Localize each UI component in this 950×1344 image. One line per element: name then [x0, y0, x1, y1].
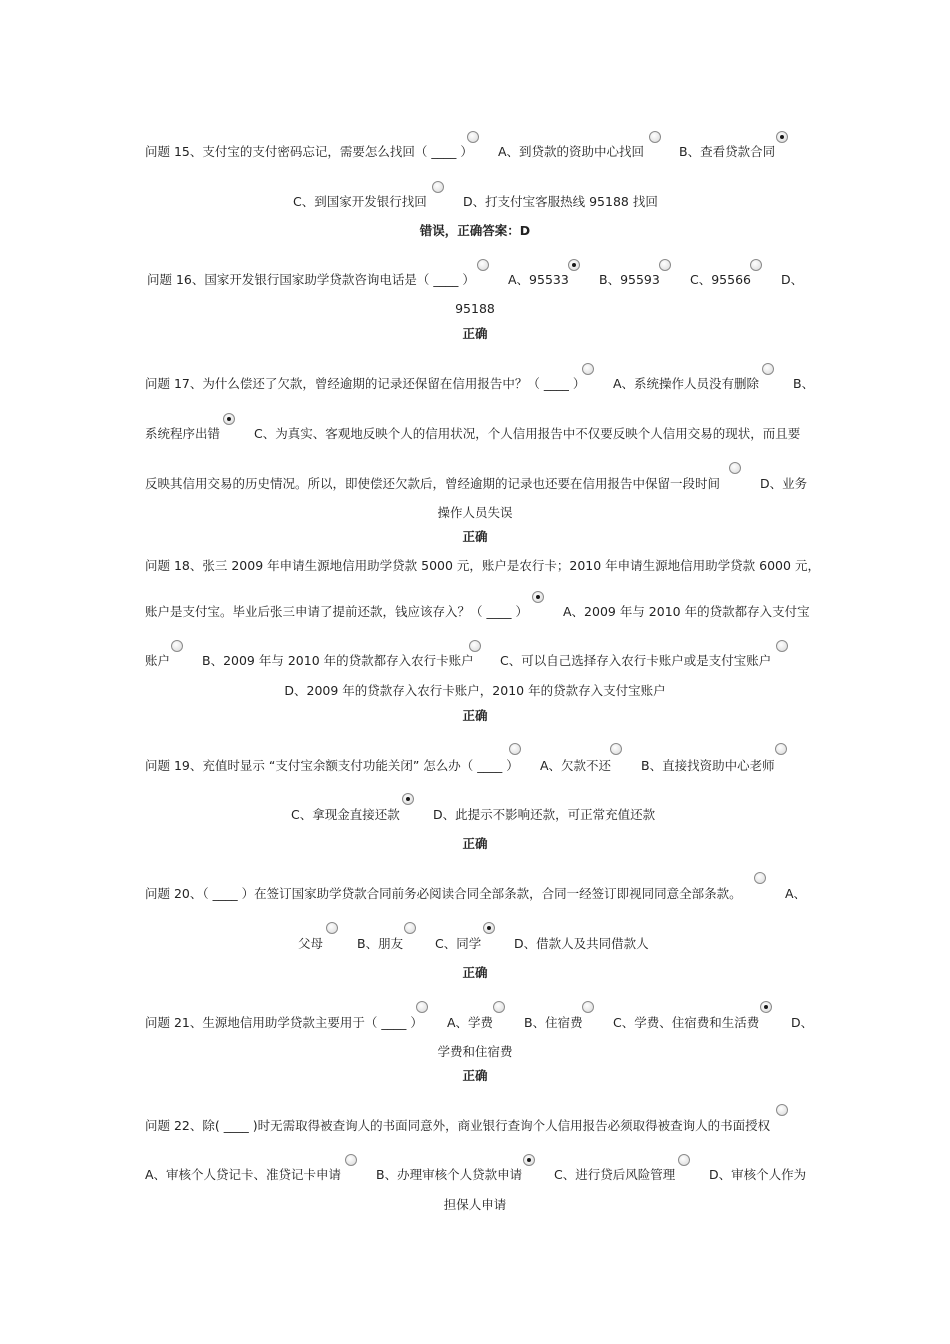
- q20-option-d: D、借款人及共同借款人: [514, 936, 649, 951]
- q17-radio-d[interactable]: [729, 462, 741, 474]
- q19-radio-d[interactable]: [402, 793, 414, 805]
- q18-option-c: C、可以自己选择存入农行卡账户或是支付宝账户: [500, 653, 772, 668]
- q20-option-a: A、: [785, 886, 807, 901]
- q22-option-d-cont: 担保人申请: [443, 1197, 507, 1212]
- q20-option-c: C、同学: [435, 936, 482, 951]
- q21-option-c: C、学费、住宿费和生活费: [613, 1015, 760, 1030]
- q17-option-d: D、业务: [760, 476, 808, 491]
- q19-radio-b[interactable]: [610, 743, 622, 755]
- q22-option-c: C、进行贷后风险管理: [554, 1167, 676, 1182]
- q22-radio-d[interactable]: [678, 1154, 690, 1166]
- q18-option-b: B、2009 年与 2010 年的贷款都存入农行卡账户: [202, 653, 474, 668]
- q17-result: 正确: [462, 529, 488, 544]
- q19-stem: 问题 19、充值时显示 “支付宝余额支付功能关闭” 怎么办（ ____ ）: [145, 758, 519, 773]
- q17-option-b-cont: 系统程序出错: [145, 426, 221, 441]
- q18-option-a-cont: 账户: [145, 653, 171, 668]
- q18-stem-cont: 账户是支付宝。毕业后张三申请了提前还款，钱应该存入？（ ____ ）: [145, 604, 528, 619]
- q19-option-c: C、拿现金直接还款: [291, 807, 400, 822]
- q17-option-c: C、为真实、客观地反映个人的信用状况，个人信用报告中不仅要反映个人信用交易的现状，而且要: [254, 426, 801, 441]
- q22-option-a: A、审核个人贷记卡、准贷记卡申请: [145, 1167, 342, 1182]
- q20-option-a-cont: 父母: [298, 936, 324, 951]
- q15-radio-b[interactable]: [649, 131, 661, 143]
- q18-option-d: D、2009 年的贷款存入农行卡账户，2010 年的贷款存入支付宝账户: [284, 683, 666, 698]
- q16-option-d-cont: 95188: [455, 301, 495, 316]
- q19-option-d: D、此提示不影响还款，可正常充值还款: [433, 807, 656, 822]
- q18-radio-d[interactable]: [776, 640, 788, 652]
- q17-radio-b[interactable]: [762, 363, 774, 375]
- q18-radio-c[interactable]: [469, 640, 481, 652]
- q20-radio-b[interactable]: [326, 922, 338, 934]
- q22-radio-b[interactable]: [345, 1154, 357, 1166]
- q21-radio-b[interactable]: [493, 1001, 505, 1013]
- q22-option-d: D、审核个人作为: [709, 1167, 807, 1182]
- q21-option-b: B、住宿费: [524, 1015, 583, 1030]
- q15-option-b: B、查看贷款合同: [679, 144, 776, 159]
- q21-result: 正确: [462, 1068, 488, 1083]
- q15-stem: 问题 15、支付宝的支付密码忘记，需要怎么找回（ ____ ）: [145, 144, 473, 159]
- q22-stem: 问题 22、除( ____ )时无需取得被查询人的书面同意外，商业银行查询个人信用报告必须取得被查询人的书面授权: [145, 1118, 771, 1133]
- q21-stem: 问题 21、生源地信用助学贷款主要用于（ ____ ）: [145, 1015, 423, 1030]
- q18-radio-b[interactable]: [171, 640, 183, 652]
- q15-radio-c[interactable]: [776, 131, 788, 143]
- q20-result: 正确: [462, 965, 488, 980]
- q20-stem: 问题 20、（ ____ ）在签订国家助学贷款合同前务必阅读合同全部条款，合同一经签订即视同同意全部条款。: [145, 886, 742, 901]
- q16-option-a: A、95533: [508, 272, 569, 287]
- q17-radio-c[interactable]: [223, 413, 235, 425]
- q21-radio-a[interactable]: [416, 1001, 428, 1013]
- q20-radio-d[interactable]: [483, 922, 495, 934]
- q20-radio-a[interactable]: [754, 872, 766, 884]
- q17-option-c-cont: 反映其信用交易的历史情况。所以，即使偿还欠款后，曾经逾期的记录也还要在信用报告中保留一段时间: [145, 476, 721, 491]
- q17-radio-a[interactable]: [582, 363, 594, 375]
- q19-option-a: A、欠款不还: [540, 758, 612, 773]
- q18-option-a: A、2009 年与 2010 年的贷款都存入支付宝: [563, 604, 810, 619]
- q16-radio-a[interactable]: [477, 259, 489, 271]
- q15-option-a: A、到贷款的资助中心找回: [498, 144, 645, 159]
- q15-radio-d[interactable]: [432, 181, 444, 193]
- q16-radio-b[interactable]: [568, 259, 580, 271]
- q18-stem: 问题 18、张三 2009 年申请生源地信用助学贷款 5000 元，账户是农行卡；2010 年申请生源地信用助学贷款 6000 元，: [145, 558, 820, 573]
- q17-option-a: A、系统操作人员没有删除: [613, 376, 760, 391]
- q22-radio-a[interactable]: [776, 1104, 788, 1116]
- q16-option-b: B、95593: [599, 272, 660, 287]
- q16-radio-d[interactable]: [750, 259, 762, 271]
- q21-radio-c[interactable]: [582, 1001, 594, 1013]
- q16-radio-c[interactable]: [659, 259, 671, 271]
- q16-result: 正确: [462, 326, 488, 341]
- q17-option-d-cont: 操作人员失误: [437, 505, 513, 520]
- q20-option-b: B、朋友: [357, 936, 404, 951]
- q19-result: 正确: [462, 836, 488, 851]
- q22-option-b: B、办理审核个人贷款申请: [376, 1167, 523, 1182]
- q19-radio-c[interactable]: [775, 743, 787, 755]
- q15-option-d: D、打支付宝客服热线 95188 找回: [463, 194, 658, 209]
- q15-radio-a[interactable]: [467, 131, 479, 143]
- q15-result: 错误，正确答案：D: [419, 223, 531, 238]
- q17-option-b: B、: [793, 376, 815, 391]
- q20-radio-c[interactable]: [404, 922, 416, 934]
- q16-option-d: D、: [781, 272, 804, 287]
- q18-radio-a[interactable]: [532, 591, 544, 603]
- q21-option-d-cont: 学费和住宿费: [437, 1044, 513, 1059]
- q19-option-b: B、直接找资助中心老师: [641, 758, 775, 773]
- q21-option-d: D、: [791, 1015, 814, 1030]
- q21-radio-d[interactable]: [760, 1001, 772, 1013]
- q18-result: 正确: [462, 708, 488, 723]
- q16-option-c: C、95566: [690, 272, 751, 287]
- q15-option-c: C、到国家开发银行找回: [293, 194, 427, 209]
- q19-radio-a[interactable]: [509, 743, 521, 755]
- q21-option-a: A、学费: [447, 1015, 494, 1030]
- q16-stem: 问题 16、国家开发银行国家助学贷款咨询电话是（ ____ ）: [147, 272, 475, 287]
- q22-radio-c[interactable]: [523, 1154, 535, 1166]
- q17-stem: 问题 17、为什么偿还了欠款，曾经逾期的记录还保留在信用报告中？（ ____ ）: [145, 376, 586, 391]
